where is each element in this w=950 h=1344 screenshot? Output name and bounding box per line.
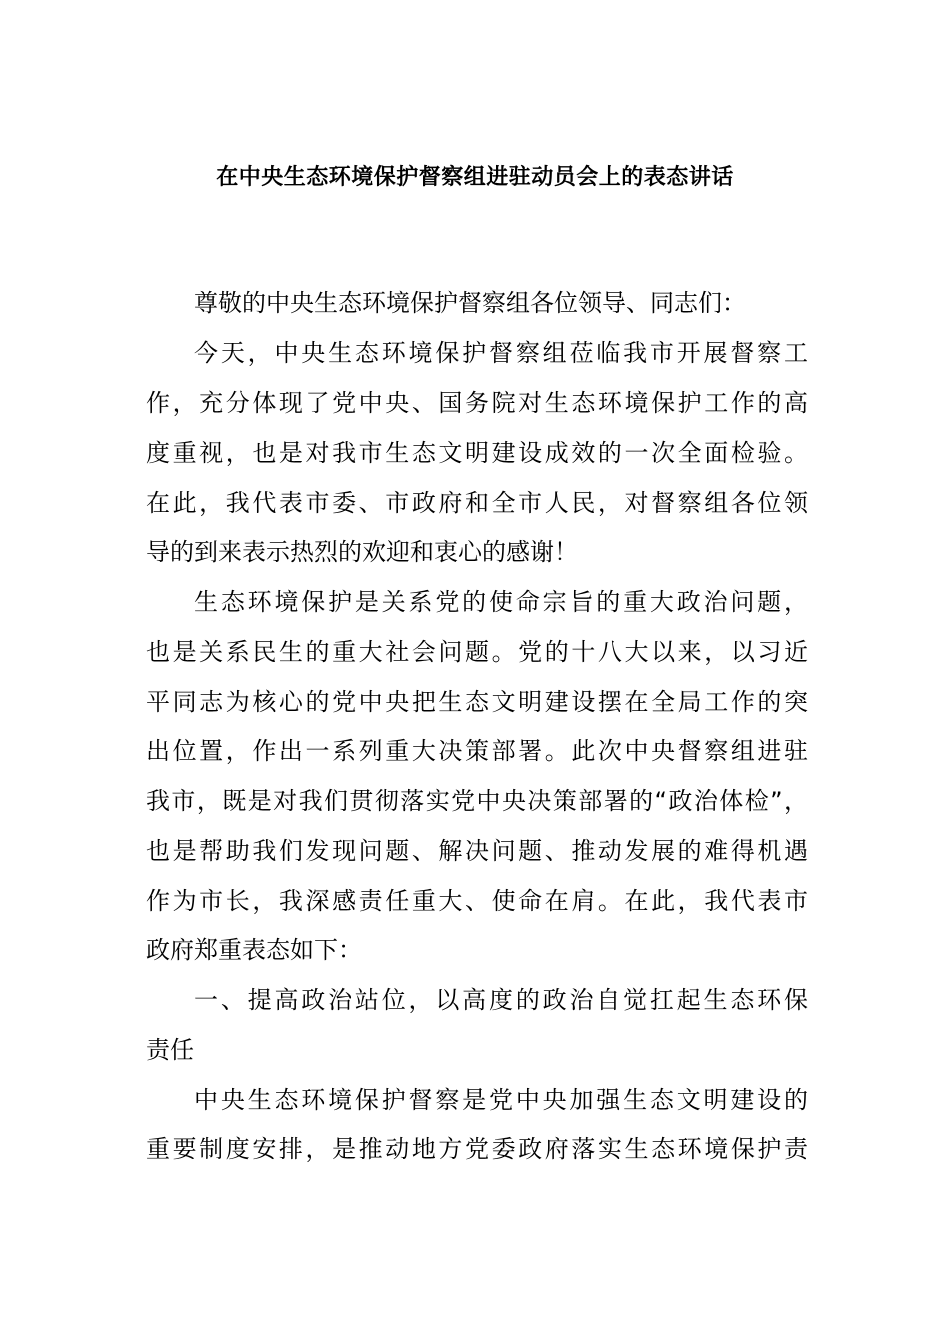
paragraph-line: 出位置，作出一系列重大决策部署。此次中央督察组进驻 [146,737,808,765]
paragraph-line: 在此，我代表市委、市政府和全市人民，对督察组各位领 [146,489,808,517]
paragraph-line: 度重视，也是对我市生态文明建设成效的一次全面检验。 [146,439,808,467]
paragraph-line: 重要制度安排，是推动地方党委政府落实生态环境保护责 [146,1135,808,1163]
salutation-line: 尊敬的中央生态环境保护督察组各位领导、同志们： [194,289,746,317]
paragraph-line: 生态环境保护是关系党的使命宗旨的重大政治问题， [194,588,808,616]
section-heading-line: 一、提高政治站位，以高度的政治自觉扛起生态环保 [194,986,808,1014]
paragraph-line: 作为市长，我深感责任重大、使命在肩。在此，我代表市 [146,887,808,915]
paragraph-line: 我市，既是对我们贯彻落实党中央决策部署的“政治体检”， [146,787,808,815]
paragraph-line: 中央生态环境保护督察是党中央加强生态文明建设的 [194,1086,808,1114]
section-heading-line: 责任 [146,1036,194,1064]
document-title: 在中央生态环境保护督察组进驻动员会上的表态讲话 [216,165,734,190]
paragraph-line: 作，充分体现了党中央、国务院对生态环境保护工作的高 [146,389,808,417]
paragraph-line: 政府郑重表态如下： [146,936,362,964]
paragraph-line: 也是帮助我们发现问题、解决问题、推动发展的难得机遇 [146,837,808,865]
paragraph-line: 也是关系民生的重大社会问题。党的十八大以来，以习近 [146,638,808,666]
paragraph-line: 导的到来表示热烈的欢迎和衷心的感谢！ [146,538,578,566]
paragraph-line: 平同志为核心的党中央把生态文明建设摆在全局工作的突 [146,688,808,716]
paragraph-line: 今天，中央生态环境保护督察组莅临我市开展督察工 [194,339,808,367]
